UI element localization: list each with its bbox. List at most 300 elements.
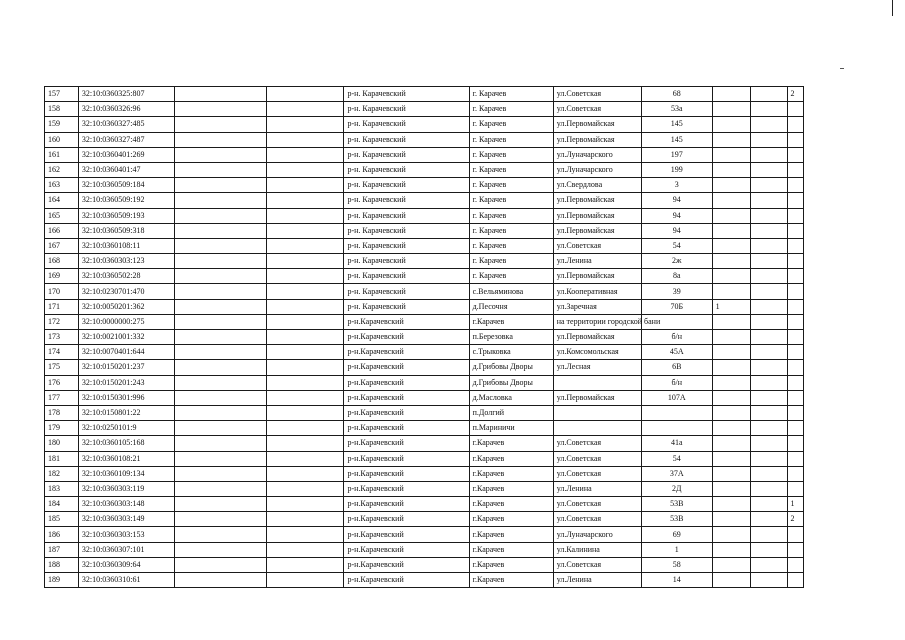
- locality-cell: г. Карачев: [469, 178, 553, 193]
- locality-cell: г. Карачев: [469, 132, 553, 147]
- empty-cell: [175, 193, 266, 208]
- row-number-cell: 175: [45, 360, 79, 375]
- cadastral-number-cell: 32:10:0360401:269: [78, 147, 174, 162]
- street-cell: ул.Первомайская: [553, 132, 641, 147]
- district-cell: р-н. Карачевский: [344, 299, 469, 314]
- empty-cell: [266, 451, 344, 466]
- table-row: [45, 481, 804, 496]
- extra-cell-a: [712, 557, 750, 572]
- extra-cell-b: [750, 238, 787, 253]
- extra-cell-b: [750, 466, 787, 481]
- cadastral-number-cell: 32:10:0360307:101: [78, 542, 174, 557]
- row-number-cell: 184: [45, 497, 79, 512]
- street-cell: ул.Свердлова: [553, 178, 641, 193]
- extra-cell-b: [750, 208, 787, 223]
- row-number-cell: 167: [45, 238, 79, 253]
- extra-cell-a: [712, 147, 750, 162]
- cadastral-number-cell: 32:10:0050201:362: [78, 299, 174, 314]
- cadastral-number-cell: 32:10:0360509:193: [78, 208, 174, 223]
- empty-cell: [175, 405, 266, 420]
- extra-cell-a: [712, 512, 750, 527]
- empty-cell: [266, 375, 344, 390]
- house-number-cell: 45А: [641, 345, 712, 360]
- street-cell: ул.Первомайская: [553, 208, 641, 223]
- row-number-cell: 182: [45, 466, 79, 481]
- extra-cell-a: [712, 208, 750, 223]
- extra-cell-b: [750, 269, 787, 284]
- district-cell: р-н.Карачевский: [344, 573, 469, 588]
- empty-cell: [175, 345, 266, 360]
- cadastral-number-cell: 32:10:0360509:192: [78, 193, 174, 208]
- extra-cell-a: [712, 223, 750, 238]
- empty-cell: [175, 481, 266, 496]
- table-row: [45, 512, 804, 527]
- row-number-cell: 161: [45, 147, 79, 162]
- district-cell: р-н. Карачевский: [344, 147, 469, 162]
- table-row: [45, 466, 804, 481]
- empty-cell: [175, 557, 266, 572]
- district-cell: р-н.Карачевский: [344, 314, 469, 329]
- extra-cell-c: [787, 193, 803, 208]
- extra-cell-c: [787, 178, 803, 193]
- empty-cell: [266, 208, 344, 223]
- street-cell: ул.Первомайская: [553, 193, 641, 208]
- extra-cell-a: [712, 87, 750, 102]
- cadastral-number-cell: 32:10:0070401:644: [78, 345, 174, 360]
- street-cell: ул.Советская: [553, 87, 641, 102]
- extra-cell-c: 2: [787, 512, 803, 527]
- street-cell: ул.Луначарского: [553, 147, 641, 162]
- district-cell: р-н.Карачевский: [344, 542, 469, 557]
- extra-cell-a: [712, 360, 750, 375]
- row-number-cell: 183: [45, 481, 79, 496]
- table-row: [45, 269, 804, 284]
- locality-cell: д.Грибовы Дворы: [469, 375, 553, 390]
- district-cell: р-н.Карачевский: [344, 390, 469, 405]
- extra-cell-b: [750, 390, 787, 405]
- row-number-cell: 171: [45, 299, 79, 314]
- district-cell: р-н.Карачевский: [344, 557, 469, 572]
- locality-cell: г.Карачев: [469, 466, 553, 481]
- extra-cell-b: [750, 512, 787, 527]
- extra-cell-b: [750, 132, 787, 147]
- cadastral-number-cell: 32:10:0360109:134: [78, 466, 174, 481]
- district-cell: р-н.Карачевский: [344, 330, 469, 345]
- extra-cell-a: [712, 314, 750, 329]
- empty-cell: [175, 254, 266, 269]
- extra-cell-a: [712, 405, 750, 420]
- house-number-cell: 69: [641, 527, 712, 542]
- row-number-cell: 160: [45, 132, 79, 147]
- street-cell: ул.Луначарского: [553, 527, 641, 542]
- district-cell: р-н. Карачевский: [344, 254, 469, 269]
- extra-cell-b: [750, 436, 787, 451]
- empty-cell: [266, 436, 344, 451]
- empty-cell: [175, 284, 266, 299]
- extra-cell-a: [712, 481, 750, 496]
- extra-cell-a: [712, 238, 750, 253]
- street-cell: ул.Советская: [553, 497, 641, 512]
- cadastral-number-cell: 32:10:0021001:332: [78, 330, 174, 345]
- street-cell: ул.Советская: [553, 512, 641, 527]
- table-row: [45, 497, 804, 512]
- empty-cell: [266, 557, 344, 572]
- locality-cell: г.Карачев: [469, 557, 553, 572]
- street-cell: ул.Первомайская: [553, 117, 641, 132]
- extra-cell-c: [787, 557, 803, 572]
- extra-cell-a: [712, 375, 750, 390]
- district-cell: р-н. Карачевский: [344, 208, 469, 223]
- locality-cell: г. Карачев: [469, 147, 553, 162]
- row-number-cell: 180: [45, 436, 79, 451]
- extra-cell-c: [787, 481, 803, 496]
- district-cell: р-н. Карачевский: [344, 162, 469, 177]
- district-cell: р-н. Карачевский: [344, 238, 469, 253]
- district-cell: р-н. Карачевский: [344, 269, 469, 284]
- district-cell: р-н.Карачевский: [344, 421, 469, 436]
- table-row: [45, 87, 804, 102]
- empty-cell: [175, 178, 266, 193]
- extra-cell-c: [787, 360, 803, 375]
- extra-cell-b: [750, 87, 787, 102]
- street-cell: ул.Советская: [553, 102, 641, 117]
- locality-cell: с.Вельяминова: [469, 284, 553, 299]
- extra-cell-c: [787, 299, 803, 314]
- extra-cell-c: [787, 436, 803, 451]
- extra-cell-a: [712, 117, 750, 132]
- row-number-cell: 188: [45, 557, 79, 572]
- table-row: [45, 405, 804, 420]
- cadastral-number-cell: 32:10:0360108:21: [78, 451, 174, 466]
- empty-cell: [266, 254, 344, 269]
- cadastral-number-cell: 32:10:0360509:184: [78, 178, 174, 193]
- empty-cell: [175, 466, 266, 481]
- extra-cell-b: [750, 299, 787, 314]
- table-row: [45, 238, 804, 253]
- district-cell: р-н. Карачевский: [344, 87, 469, 102]
- locality-cell: г. Карачев: [469, 102, 553, 117]
- extra-cell-c: [787, 527, 803, 542]
- empty-cell: [175, 360, 266, 375]
- locality-cell: г.Карачев: [469, 497, 553, 512]
- extra-cell-c: 1: [787, 497, 803, 512]
- empty-cell: [266, 330, 344, 345]
- row-number-cell: 169: [45, 269, 79, 284]
- empty-cell: [266, 405, 344, 420]
- locality-cell: г.Карачев: [469, 512, 553, 527]
- empty-cell: [175, 330, 266, 345]
- cadastral-number-cell: 32:10:0150801:22: [78, 405, 174, 420]
- table-row: [45, 147, 804, 162]
- district-cell: р-н.Карачевский: [344, 405, 469, 420]
- empty-cell: [175, 421, 266, 436]
- house-number-cell: 53В: [641, 497, 712, 512]
- row-number-cell: 187: [45, 542, 79, 557]
- district-cell: р-н.Карачевский: [344, 451, 469, 466]
- street-cell: ул.Первомайская: [553, 330, 641, 345]
- house-number-cell: б/н: [641, 330, 712, 345]
- district-cell: р-н. Карачевский: [344, 193, 469, 208]
- empty-cell: [266, 542, 344, 557]
- extra-cell-b: [750, 360, 787, 375]
- row-number-cell: 186: [45, 527, 79, 542]
- street-cell: ул.Советская: [553, 436, 641, 451]
- extra-cell-c: [787, 162, 803, 177]
- house-number-cell: 94: [641, 193, 712, 208]
- locality-cell: д.Песочня: [469, 299, 553, 314]
- empty-cell: [175, 527, 266, 542]
- table-row: [45, 284, 804, 299]
- extra-cell-a: [712, 390, 750, 405]
- extra-cell-a: [712, 542, 750, 557]
- street-cell: ул.Советская: [553, 557, 641, 572]
- cadastral-number-cell: 32:10:0360325:807: [78, 87, 174, 102]
- locality-cell: г. Карачев: [469, 269, 553, 284]
- row-number-cell: 174: [45, 345, 79, 360]
- district-cell: р-н.Карачевский: [344, 345, 469, 360]
- empty-cell: [266, 360, 344, 375]
- house-number-cell: 6В: [641, 360, 712, 375]
- house-number-cell: 53В: [641, 512, 712, 527]
- table-row: [45, 330, 804, 345]
- extra-cell-a: [712, 527, 750, 542]
- extra-cell-c: [787, 466, 803, 481]
- extra-cell-a: [712, 573, 750, 588]
- locality-cell: г.Карачев: [469, 481, 553, 496]
- house-number-cell: 1: [641, 542, 712, 557]
- empty-cell: [175, 238, 266, 253]
- cadastral-number-cell: 32:10:0360509:318: [78, 223, 174, 238]
- empty-cell: [175, 512, 266, 527]
- empty-cell: [175, 102, 266, 117]
- empty-cell: [175, 208, 266, 223]
- empty-cell: [266, 87, 344, 102]
- extra-cell-c: [787, 421, 803, 436]
- locality-cell: г.Карачев: [469, 542, 553, 557]
- district-cell: р-н.Карачевский: [344, 375, 469, 390]
- extra-cell-c: [787, 330, 803, 345]
- extra-cell-b: [750, 527, 787, 542]
- row-number-cell: 173: [45, 330, 79, 345]
- extra-cell-c: [787, 375, 803, 390]
- empty-cell: [266, 178, 344, 193]
- street-cell: ул.Советская: [553, 466, 641, 481]
- row-number-cell: 158: [45, 102, 79, 117]
- locality-cell: г. Карачев: [469, 254, 553, 269]
- locality-cell: г. Карачев: [469, 162, 553, 177]
- extra-cell-b: [750, 557, 787, 572]
- street-cell: [553, 375, 641, 390]
- empty-cell: [266, 512, 344, 527]
- street-cell: ул.Первомайская: [553, 269, 641, 284]
- row-number-cell: 181: [45, 451, 79, 466]
- row-number-cell: 164: [45, 193, 79, 208]
- empty-cell: [175, 314, 266, 329]
- empty-cell: [175, 299, 266, 314]
- street-cell: ул.Первомайская: [553, 390, 641, 405]
- house-number-cell: 2ж: [641, 254, 712, 269]
- table-row: [45, 102, 804, 117]
- extra-cell-c: [787, 238, 803, 253]
- locality-cell: г. Карачев: [469, 223, 553, 238]
- extra-cell-c: [787, 132, 803, 147]
- table-row: [45, 314, 804, 329]
- street-cell: ул.Заречная: [553, 299, 641, 314]
- row-number-cell: 170: [45, 284, 79, 299]
- house-number-cell: 107А: [641, 390, 712, 405]
- table-row: [45, 208, 804, 223]
- district-cell: р-н.Карачевский: [344, 481, 469, 496]
- house-number-cell: 199: [641, 162, 712, 177]
- street-cell: ул.Луначарского: [553, 162, 641, 177]
- cadastral-number-cell: 32:10:0150201:237: [78, 360, 174, 375]
- district-cell: р-н.Карачевский: [344, 512, 469, 527]
- extra-cell-b: [750, 223, 787, 238]
- empty-cell: [175, 497, 266, 512]
- page-edge-mark: [892, 0, 893, 16]
- row-number-cell: 163: [45, 178, 79, 193]
- extra-cell-a: [712, 436, 750, 451]
- street-cell: [553, 405, 641, 420]
- row-number-cell: 189: [45, 573, 79, 588]
- table-row: [45, 451, 804, 466]
- extra-cell-b: [750, 117, 787, 132]
- district-cell: р-н. Карачевский: [344, 178, 469, 193]
- street-cell: ул.Комсомольская: [553, 345, 641, 360]
- table-row: [45, 436, 804, 451]
- empty-cell: [266, 238, 344, 253]
- extra-cell-a: [712, 284, 750, 299]
- locality-cell: г.Карачев: [469, 527, 553, 542]
- locality-cell: д.Грибовы Дворы: [469, 360, 553, 375]
- house-number-cell: 8а: [641, 269, 712, 284]
- locality-cell: п.Березовка: [469, 330, 553, 345]
- row-number-cell: 178: [45, 405, 79, 420]
- locality-cell: г.Карачев: [469, 451, 553, 466]
- empty-cell: [175, 375, 266, 390]
- table-row: [45, 360, 804, 375]
- row-number-cell: 176: [45, 375, 79, 390]
- extra-cell-b: [750, 193, 787, 208]
- extra-cell-c: [787, 208, 803, 223]
- street-cell: ул.Советская: [553, 451, 641, 466]
- extra-cell-b: [750, 481, 787, 496]
- district-cell: р-н. Карачевский: [344, 132, 469, 147]
- empty-cell: [266, 132, 344, 147]
- empty-cell: [266, 299, 344, 314]
- table-row: [45, 132, 804, 147]
- cadastral-number-cell: 32:10:0360303:149: [78, 512, 174, 527]
- empty-cell: [266, 345, 344, 360]
- table-row: [45, 421, 804, 436]
- extra-cell-b: [750, 162, 787, 177]
- locality-cell: г. Карачев: [469, 238, 553, 253]
- cadastral-number-cell: 32:10:0360303:148: [78, 497, 174, 512]
- table-row: [45, 345, 804, 360]
- street-cell: ул.Кооперативная: [553, 284, 641, 299]
- cadastral-number-cell: 32:10:0360310:61: [78, 573, 174, 588]
- table-row: [45, 117, 804, 132]
- cadastral-number-cell: 32:10:0150201:243: [78, 375, 174, 390]
- house-number-cell: 54: [641, 451, 712, 466]
- row-number-cell: 172: [45, 314, 79, 329]
- empty-cell: [266, 421, 344, 436]
- extra-cell-c: [787, 451, 803, 466]
- empty-cell: [266, 573, 344, 588]
- table-row: [45, 557, 804, 572]
- scan-tick-mark: [840, 68, 844, 69]
- street-cell: ул.Ленина: [553, 573, 641, 588]
- extra-cell-c: [787, 390, 803, 405]
- house-number-cell: 2Д: [641, 481, 712, 496]
- row-number-cell: 165: [45, 208, 79, 223]
- empty-cell: [175, 573, 266, 588]
- house-number-cell: 58: [641, 557, 712, 572]
- district-cell: р-н.Карачевский: [344, 466, 469, 481]
- locality-cell: г.Карачев: [469, 314, 553, 329]
- extra-cell-a: [712, 162, 750, 177]
- cadastral-number-cell: 32:10:0360105:168: [78, 436, 174, 451]
- table-row: [45, 254, 804, 269]
- house-number-cell: 70Б: [641, 299, 712, 314]
- extra-cell-b: [750, 421, 787, 436]
- extra-cell-b: [750, 451, 787, 466]
- district-cell: р-н. Карачевский: [344, 284, 469, 299]
- locality-cell: г.Карачев: [469, 436, 553, 451]
- table-row: [45, 162, 804, 177]
- district-cell: р-н.Карачевский: [344, 436, 469, 451]
- district-cell: р-н. Карачевский: [344, 117, 469, 132]
- empty-cell: [175, 451, 266, 466]
- cadastral-number-cell: 32:10:0150301:996: [78, 390, 174, 405]
- cadastral-number-cell: 32:10:0360327:487: [78, 132, 174, 147]
- extra-cell-c: [787, 254, 803, 269]
- extra-cell-c: [787, 102, 803, 117]
- empty-cell: [266, 284, 344, 299]
- locality-cell: г. Карачев: [469, 193, 553, 208]
- house-number-cell: 94: [641, 223, 712, 238]
- house-number-cell: 53а: [641, 102, 712, 117]
- empty-cell: [175, 132, 266, 147]
- empty-cell: [266, 162, 344, 177]
- row-number-cell: 159: [45, 117, 79, 132]
- empty-cell: [175, 436, 266, 451]
- house-number-cell: 54: [641, 238, 712, 253]
- property-register-table: [44, 86, 804, 588]
- locality-cell: г. Карачев: [469, 87, 553, 102]
- register-body: [45, 87, 804, 588]
- locality-cell: д.Масловка: [469, 390, 553, 405]
- cadastral-number-cell: 32:10:0360303:119: [78, 481, 174, 496]
- cadastral-number-cell: 32:10:0250101:9: [78, 421, 174, 436]
- row-number-cell: 179: [45, 421, 79, 436]
- cadastral-number-cell: 32:10:0360303:153: [78, 527, 174, 542]
- extra-cell-b: [750, 314, 787, 329]
- cadastral-number-cell: 32:10:0360327:485: [78, 117, 174, 132]
- house-number-cell: 94: [641, 208, 712, 223]
- street-cell: ул.Ленина: [553, 481, 641, 496]
- extra-cell-b: [750, 330, 787, 345]
- table-row: [45, 542, 804, 557]
- extra-cell-c: [787, 284, 803, 299]
- extra-cell-a: [712, 132, 750, 147]
- street-cell: [553, 421, 641, 436]
- extra-cell-b: [750, 405, 787, 420]
- house-number-cell: [641, 405, 712, 420]
- house-number-cell: 14: [641, 573, 712, 588]
- empty-cell: [266, 481, 344, 496]
- row-number-cell: 162: [45, 162, 79, 177]
